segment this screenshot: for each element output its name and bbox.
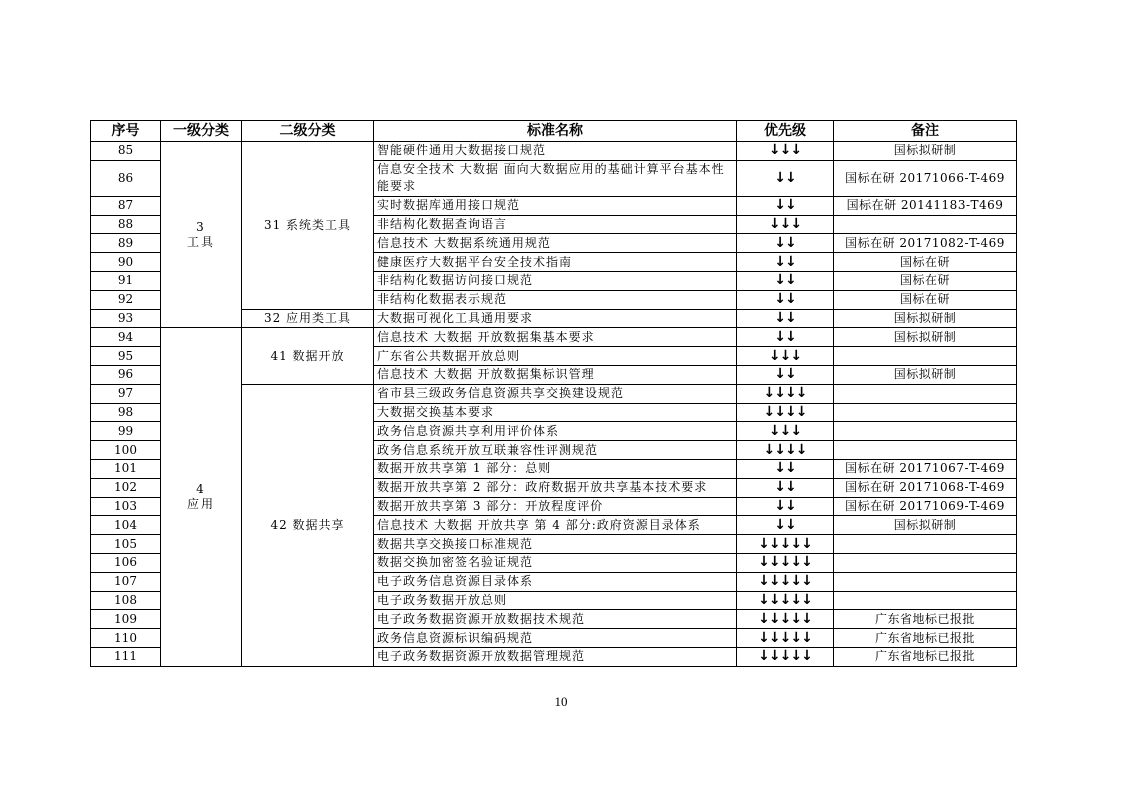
note-cell xyxy=(834,535,1017,554)
note-cell: 国标在研 20171066-T-469 xyxy=(834,160,1017,196)
priority-arrows: ↓↓ xyxy=(737,160,834,196)
standard-name-cell: 数据开放共享第 2 部分：政府数据开放共享基本技术要求 xyxy=(374,478,737,497)
note-cell: 国标拟研制 xyxy=(834,516,1017,535)
priority-arrows: ↓↓↓↓ xyxy=(737,441,834,460)
note-cell xyxy=(834,384,1017,403)
standard-name-cell: 信息技术 大数据 开放数据集基本要求 xyxy=(374,328,737,347)
standard-name-cell: 数据开放共享第 1 部分：总则 xyxy=(374,459,737,478)
note-cell: 国标在研 20171082-T-469 xyxy=(834,234,1017,253)
seq-cell: 92 xyxy=(91,290,161,309)
note-cell: 国标拟研制 xyxy=(834,328,1017,347)
standard-name-cell: 非结构化数据访问接口规范 xyxy=(374,271,737,290)
priority-arrows: ↓↓↓↓↓ xyxy=(737,572,834,591)
standard-name-cell: 智能硬件通用大数据接口规范 xyxy=(374,142,737,161)
level2-category-cell: 31 系统类工具 xyxy=(242,142,374,310)
priority-arrows: ↓↓↓↓ xyxy=(737,403,834,422)
note-cell: 广东省地标已报批 xyxy=(834,629,1017,648)
standard-name-cell: 电子政务数据资源开放数据管理规范 xyxy=(374,647,737,666)
standard-name-cell: 数据交换加密签名验证规范 xyxy=(374,553,737,572)
seq-cell: 93 xyxy=(91,309,161,328)
standard-name-cell: 非结构化数据查询语言 xyxy=(374,215,737,234)
seq-cell: 99 xyxy=(91,422,161,441)
standard-name-cell: 广东省公共数据开放总则 xyxy=(374,347,737,366)
level1-category-cell: 3 工具 xyxy=(161,142,242,328)
seq-cell: 102 xyxy=(91,478,161,497)
level2-category-cell: 42 数据共享 xyxy=(242,384,374,666)
note-cell: 国标在研 xyxy=(834,253,1017,272)
note-cell xyxy=(834,553,1017,572)
note-cell xyxy=(834,215,1017,234)
priority-arrows: ↓↓↓↓↓ xyxy=(737,610,834,629)
standard-name-cell: 数据开放共享第 3 部分：开放程度评价 xyxy=(374,497,737,516)
note-cell: 国标拟研制 xyxy=(834,365,1017,384)
note-cell xyxy=(834,591,1017,610)
standard-name-cell: 省市县三级政务信息资源共享交换建设规范 xyxy=(374,384,737,403)
note-cell: 广东省地标已报批 xyxy=(834,647,1017,666)
note-cell xyxy=(834,572,1017,591)
seq-cell: 95 xyxy=(91,347,161,366)
seq-cell: 104 xyxy=(91,516,161,535)
seq-cell: 100 xyxy=(91,441,161,460)
standard-name-cell: 非结构化数据表示规范 xyxy=(374,290,737,309)
note-cell xyxy=(834,441,1017,460)
seq-cell: 87 xyxy=(91,196,161,215)
header-note: 备注 xyxy=(834,121,1017,142)
seq-cell: 103 xyxy=(91,497,161,516)
table-row xyxy=(91,328,1017,347)
seq-cell: 91 xyxy=(91,271,161,290)
priority-arrows: ↓↓ xyxy=(737,516,834,535)
priority-arrows: ↓↓↓↓↓ xyxy=(737,535,834,554)
priority-arrows: ↓↓ xyxy=(737,271,834,290)
standard-name-cell: 实时数据库通用接口规范 xyxy=(374,196,737,215)
level2-category-cell: 41 数据开放 xyxy=(242,328,374,384)
note-cell: 国标在研 20171067-T-469 xyxy=(834,459,1017,478)
standards-table xyxy=(90,120,1017,667)
note-cell: 国标拟研制 xyxy=(834,142,1017,161)
seq-cell: 110 xyxy=(91,629,161,648)
standard-name-cell: 信息安全技术 大数据 面向大数据应用的基础计算平台基本性能要求 xyxy=(374,160,737,196)
priority-arrows: ↓↓ xyxy=(737,290,834,309)
seq-cell: 111 xyxy=(91,647,161,666)
priority-arrows: ↓↓ xyxy=(737,497,834,516)
standard-name-cell: 信息技术 大数据 开放数据集标识管理 xyxy=(374,365,737,384)
priority-arrows: ↓↓ xyxy=(737,365,834,384)
seq-cell: 94 xyxy=(91,328,161,347)
page-number: 10 xyxy=(554,694,568,709)
priority-arrows: ↓↓ xyxy=(737,253,834,272)
note-cell: 广东省地标已报批 xyxy=(834,610,1017,629)
priority-arrows: ↓↓↓↓↓ xyxy=(737,629,834,648)
seq-cell: 90 xyxy=(91,253,161,272)
priority-arrows: ↓↓↓↓ xyxy=(737,384,834,403)
priority-arrows: ↓↓↓ xyxy=(737,422,834,441)
seq-cell: 88 xyxy=(91,215,161,234)
seq-cell: 105 xyxy=(91,535,161,554)
header-level1-category: 一级分类 xyxy=(161,121,242,142)
priority-arrows: ↓↓↓↓↓ xyxy=(737,553,834,572)
table-row xyxy=(91,142,1017,161)
seq-cell: 96 xyxy=(91,365,161,384)
standard-name-cell: 电子政务数据开放总则 xyxy=(374,591,737,610)
priority-arrows: ↓↓↓ xyxy=(737,347,834,366)
note-cell: 国标在研 xyxy=(834,290,1017,309)
note-cell xyxy=(834,422,1017,441)
priority-arrows: ↓↓↓↓↓ xyxy=(737,647,834,666)
priority-arrows: ↓↓↓ xyxy=(737,215,834,234)
seq-cell: 106 xyxy=(91,553,161,572)
seq-cell: 97 xyxy=(91,384,161,403)
level1-category-cell: 4 应用 xyxy=(161,328,242,666)
seq-cell: 101 xyxy=(91,459,161,478)
table-body xyxy=(91,142,1017,667)
seq-cell: 109 xyxy=(91,610,161,629)
header-level2-category: 二级分类 xyxy=(242,121,374,142)
note-cell: 国标在研 20141183-T469 xyxy=(834,196,1017,215)
standard-name-cell: 政务信息资源标识编码规范 xyxy=(374,629,737,648)
priority-arrows: ↓↓ xyxy=(737,234,834,253)
note-cell xyxy=(834,403,1017,422)
standard-name-cell: 信息技术 大数据系统通用规范 xyxy=(374,234,737,253)
priority-arrows: ↓↓ xyxy=(737,309,834,328)
note-cell: 国标在研 20171068-T-469 xyxy=(834,478,1017,497)
seq-cell: 108 xyxy=(91,591,161,610)
seq-cell: 89 xyxy=(91,234,161,253)
note-cell: 国标在研 20171069-T-469 xyxy=(834,497,1017,516)
priority-arrows: ↓↓↓↓↓ xyxy=(737,591,834,610)
standard-name-cell: 大数据交换基本要求 xyxy=(374,403,737,422)
standard-name-cell: 健康医疗大数据平台安全技术指南 xyxy=(374,253,737,272)
header-priority: 优先级 xyxy=(737,121,834,142)
header-seq: 序号 xyxy=(91,121,161,142)
standard-name-cell: 信息技术 大数据 开放共享 第 4 部分:政府资源目录体系 xyxy=(374,516,737,535)
priority-arrows: ↓↓ xyxy=(737,328,834,347)
standard-name-cell: 电子政务信息资源目录体系 xyxy=(374,572,737,591)
standard-name-cell: 电子政务数据资源开放数据技术规范 xyxy=(374,610,737,629)
seq-cell: 86 xyxy=(91,160,161,196)
standard-name-cell: 政务信息资源共享利用评价体系 xyxy=(374,422,737,441)
priority-arrows: ↓↓ xyxy=(737,478,834,497)
priority-arrows: ↓↓↓ xyxy=(737,142,834,161)
priority-arrows: ↓↓ xyxy=(737,196,834,215)
level2-category-cell: 32 应用类工具 xyxy=(242,309,374,328)
seq-cell: 107 xyxy=(91,572,161,591)
note-cell xyxy=(834,347,1017,366)
note-cell: 国标在研 xyxy=(834,271,1017,290)
priority-arrows: ↓↓ xyxy=(737,459,834,478)
seq-cell: 85 xyxy=(91,142,161,161)
note-cell: 国标拟研制 xyxy=(834,309,1017,328)
table-header-row xyxy=(91,121,1017,142)
standard-name-cell: 政务信息系统开放互联兼容性评测规范 xyxy=(374,441,737,460)
seq-cell: 98 xyxy=(91,403,161,422)
standard-name-cell: 数据共享交换接口标准规范 xyxy=(374,535,737,554)
header-standard-name: 标准名称 xyxy=(374,121,737,142)
standard-name-cell: 大数据可视化工具通用要求 xyxy=(374,309,737,328)
